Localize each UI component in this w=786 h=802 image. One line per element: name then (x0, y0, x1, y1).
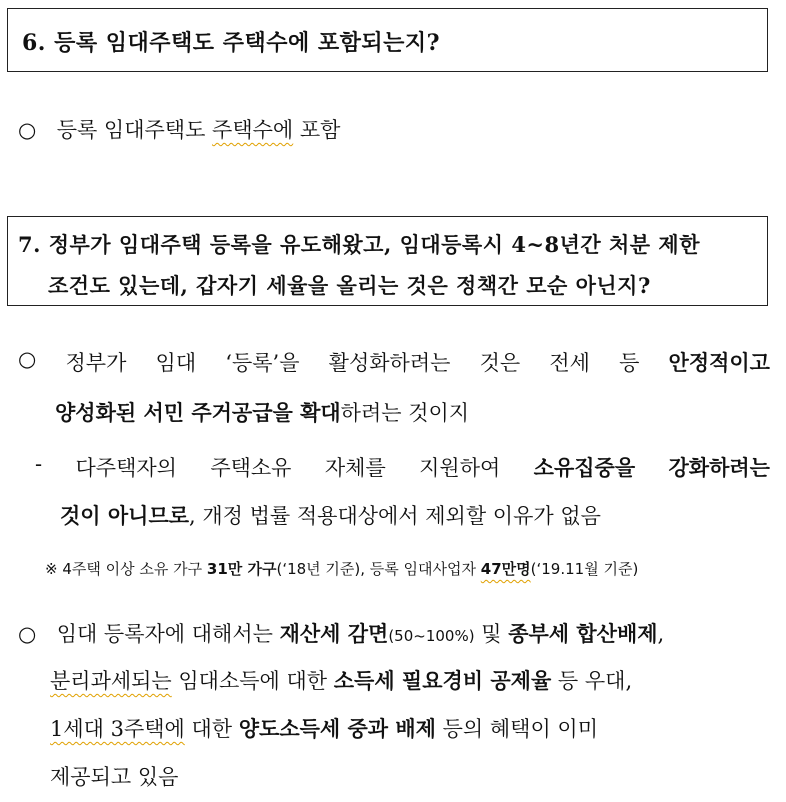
bullet-circle: ○ (18, 622, 37, 646)
paragraph-2-line2: 것이 아니므로, 개정 법률 적용대상에서 제외할 이유가 없음 (60, 503, 601, 528)
footnote: ※ 4주택 이상 소유 가구 31만 가구(‘18년 기준), 등록 임대사업자 47만명(‘19.11월 기준) (45, 560, 639, 578)
question-7-title-line1: 7. 정부가 임대주택 등록을 유도해왔고, 임대등록시 4~8년간 처분 제한 (18, 232, 700, 257)
paragraph-3-line2: 분리과세되는 임대소득에 대한 소득세 필요경비 공제율 등 우대, (50, 668, 633, 693)
paragraph-3-line3: 1세대 3주택에 대한 양도소득세 중과 배제 등의 혜택이 이미 (50, 716, 598, 741)
note-mark: ※ (45, 560, 58, 578)
question-7-title-line2: 조건도 있는데, 갑자기 세율을 올리는 것은 정책간 모순 아닌지? (48, 273, 651, 298)
dash-bullet: - (35, 452, 43, 476)
bullet-circle: ○ (18, 347, 37, 371)
bullet-circle: ○ (18, 118, 37, 142)
underlined-term: 주택수에 (212, 118, 294, 142)
paragraph-3-line4: 제공되고 있음 (50, 765, 179, 789)
paragraph-3-line1: ○ 임대 등록자에 대해서는 재산세 감면(50~100%) 및 종부세 합산배제, (18, 621, 665, 646)
paragraph-2-line1: - 다주택자의 주택소유 자체를 지원하여 소유집중을 강화하려는 (35, 452, 770, 480)
question-6-answer: ○ 등록 임대주택도 주택수에 포함 (18, 118, 341, 142)
paragraph-1-line1: ○ 정부가 임대 ‘등록’을 활성화하려는 것은 전세 등 안정적이고 (18, 347, 770, 375)
paragraph-1-line2: 양성화된 서민 주거공급을 확대하려는 것이지 (55, 400, 470, 425)
question-6-title: 6. 등록 임대주택도 주택수에 포함되는지? (22, 30, 441, 56)
